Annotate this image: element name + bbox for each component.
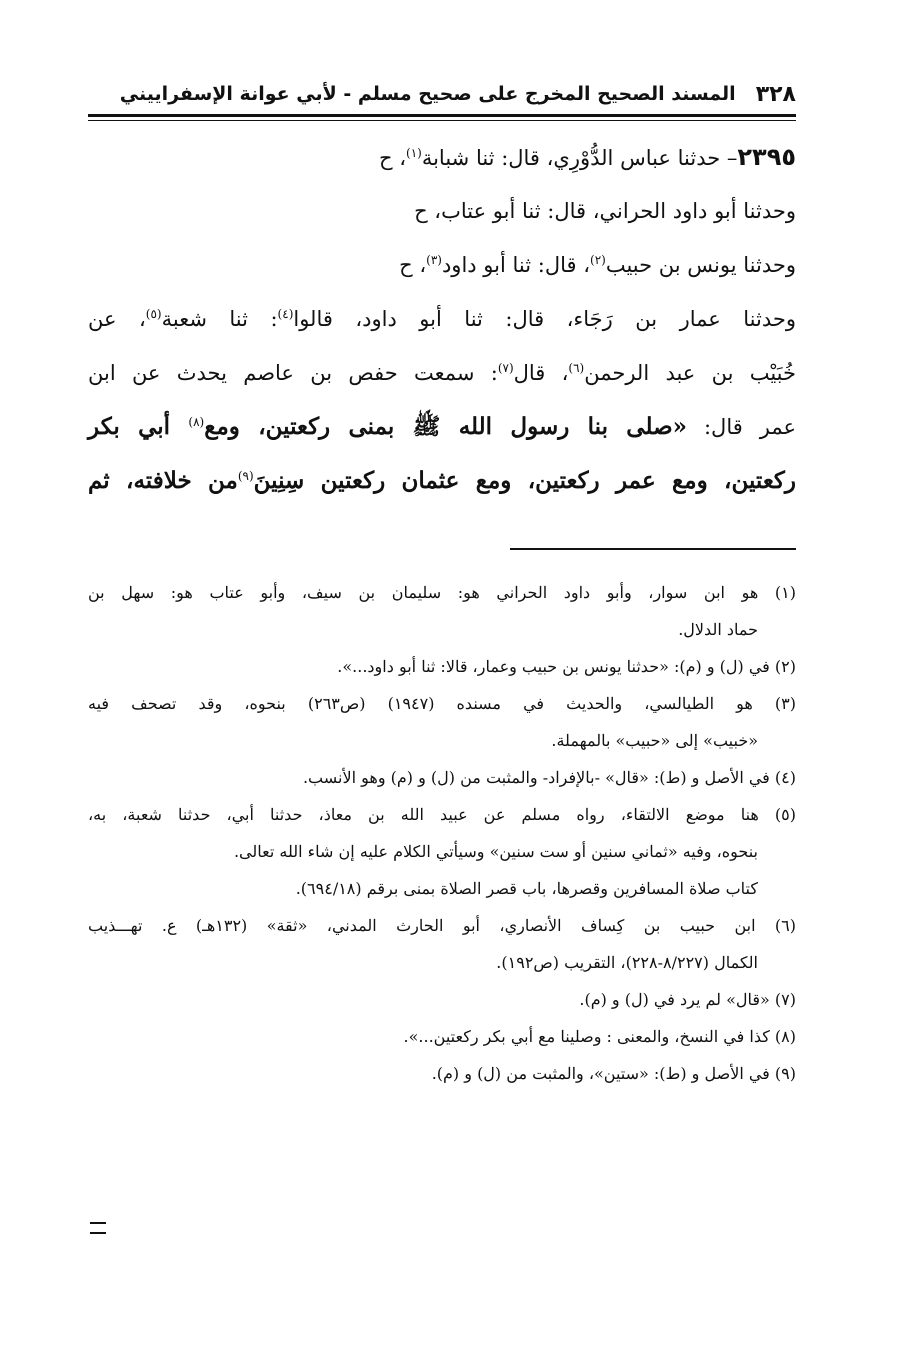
footnote-line: الكمال (٨/٢٢٧-٢٢٨)، التقريب (ص١٩٢). <box>496 953 758 972</box>
text-run: ، قال <box>513 361 569 385</box>
footnote-line: بنحوه، وفيه «ثماني سنين أو ست سنين» وسيأتي الكلام عليه إن شاء الله تعالى. <box>233 842 758 861</box>
footnote-ref: (٨) <box>188 415 205 429</box>
footnote-ref: (١) <box>406 146 422 160</box>
hadith-line <box>88 400 796 454</box>
text-run: وحدثنا عمار بن رَجَاء، قال: ثنا أبو داود، قالوا <box>293 307 796 331</box>
footnote-line: (١) هو ابن سوار، وأبو داود الحراني هو: سليمان بن سيف، وأبو عتاب هو: سهل بن <box>88 583 796 602</box>
header-rule <box>88 114 796 117</box>
footnote-line: (٣) هو الطيالسي، والحديث في مسنده (١٩٤٧) (ص٢٦٣) بنحوه، وقد تصحف فيه <box>88 694 796 713</box>
footnote-line: (٩) في الأصل و (ط): «ستين»، والمثبت من (ل) و (م). <box>431 1064 796 1083</box>
footnote-ref: (٤) <box>277 307 294 321</box>
footnote-line: حماد الدلال. <box>678 620 758 639</box>
matn-text: من خلافته، ثم <box>88 467 238 494</box>
footnote-line: (٥) هنا موضع الالتقاء، رواه مسلم عن عبيد الله بن معاذ، حدثنا أبي، حدثنا شعبة، به، <box>88 805 796 824</box>
text-run: خُبَيْب بن عبد الرحمن <box>584 361 797 385</box>
matn-text: ركعتين، ومع عمر ركعتين، ومع عثمان ركعتين سِنِينَ <box>253 467 796 494</box>
text-run: – حدثنا عباس الدُّوْرِي، قال: ثنا شبابة <box>421 146 738 170</box>
footnote-ref: (٧) <box>497 361 514 375</box>
footnote-line: «خبيب» إلى «حبيب» بالمهملة. <box>551 731 758 750</box>
hadith-line <box>88 130 796 184</box>
footnote-ref: (٣) <box>426 253 442 267</box>
hadith-line <box>88 454 796 508</box>
matn-text: أبي بكر <box>88 413 189 440</box>
text-run: ، ح <box>378 146 406 170</box>
footnote-line: (٦) ابن حبيب بن كِساف الأنصاري، أبو الحارث المدني، «ثقة» (١٣٢هـ) ع. تهـــذيب <box>88 916 797 935</box>
footnote-ref: (٥) <box>145 307 162 321</box>
book-title: المسند الصحيح المخرج على صحيح مسلم - لأبي عوانة الإسفراييني <box>119 83 736 105</box>
footnote-line: (٧) «قال» لم يرد في (ل) و (م). <box>579 990 796 1009</box>
footnote-ref: (٢) <box>590 253 606 267</box>
hadith-line <box>88 346 796 400</box>
text-run: : سمعت حفص بن عاصم يحدث عن ابن <box>88 361 498 385</box>
page-number: ٣٢٨ <box>755 81 796 107</box>
text-run: : ثنا شعبة <box>161 307 278 331</box>
hadith-number: ٢٣٩٥ <box>737 143 796 171</box>
hadith-line <box>88 238 796 292</box>
footnote-line: كتاب صلاة المسافرين وقصرها، باب قصر الصلاة بمنى برقم (٦٩٤/١٨). <box>295 879 758 898</box>
hadith-text <box>88 130 796 508</box>
hadith-line <box>88 184 796 238</box>
footnote-line: (٤) في الأصل و (ط): «قال» -بالإفراد- والمثبت من (ل) و (م) وهو الأنسب. <box>302 768 796 787</box>
text-run: ، عن <box>88 307 146 331</box>
text-run: ، ح <box>399 253 427 277</box>
footnotes <box>88 574 796 1092</box>
hadith-line <box>88 292 796 346</box>
footnote-ref: (٦) <box>568 361 585 375</box>
footnote-separator <box>510 548 796 550</box>
text-run: وحدثنا يونس بن حبيب <box>605 253 796 277</box>
text-run: عمر قال: <box>687 415 796 439</box>
footnote-line: (٨) كذا في النسخ، والمعنى : وصلينا مع أبي بكر ركعتين...». <box>403 1027 796 1046</box>
header-rule-thin <box>88 120 796 121</box>
footnote-line: (٢) في (ل) و (م): «حدثنا يونس بن حبيب وعمار، قالا: ثنا أبو داود...». <box>337 657 796 676</box>
text-run: ، قال: ثنا أبو داود <box>441 253 590 277</box>
footnote-ref: (٩) <box>237 469 254 483</box>
matn-text: «صلى بنا رسول الله ﷺ بمنى ركعتين، ومع <box>204 413 687 440</box>
page-end-mark <box>90 1222 106 1234</box>
running-header <box>88 76 796 112</box>
text-run: وحدثنا أبو داود الحراني، قال: ثنا أبو عتاب، ح <box>414 199 796 223</box>
